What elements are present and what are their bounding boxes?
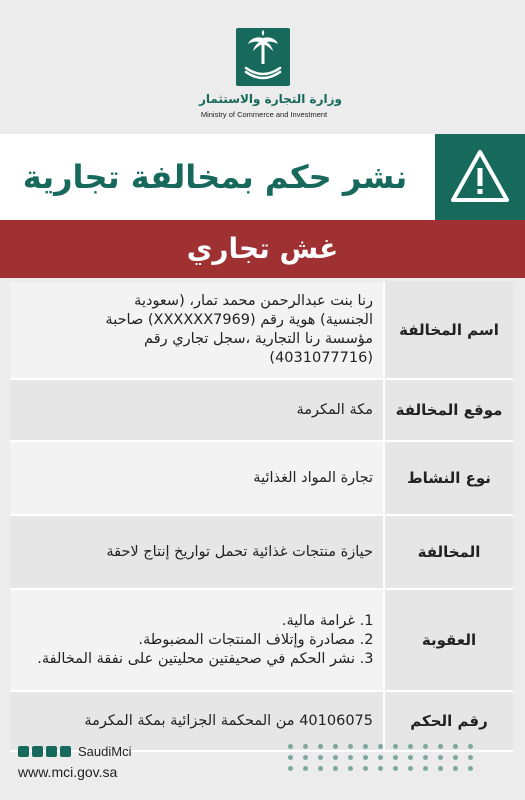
value-line: الجنسية) هوية رقم (XXXXXX7969) صاحبة [105,312,373,328]
row-label: اسم المخالفة [383,282,513,378]
warning-box [435,134,525,220]
ministry-logo [236,28,290,86]
table-row [10,282,513,380]
list-item: 3. نشر الحكم في صحيفتين محليتين على نفقة المخالفة. [20,650,355,669]
row-value [10,442,383,514]
row-label: المخالفة [383,516,513,588]
table-row [10,590,513,692]
decorative-dots [288,744,473,771]
table-row [10,692,513,752]
row-value [10,590,383,690]
social-links [18,744,131,759]
palm-swords-emblem-icon [236,28,290,86]
row-value [10,516,383,588]
value-line: مؤسسة رنا التجارية ،سجل تجاري رقم [144,331,373,347]
social-handle[interactable]: SaudiMci [78,744,132,759]
twitter-icon[interactable] [18,746,29,757]
ministry-name-english: Ministry of Commerce and Investment [200,110,328,119]
value-line: رنا بنت عبدالرحمن محمد تمار، (سعودية [134,293,373,309]
row-label: نوع النشاط [383,442,513,514]
list-item: 2. مصادرة وإتلاف المنتجات المضبوطة. [20,631,355,650]
row-value [10,380,383,440]
facebook-icon[interactable] [32,746,43,757]
instagram-icon[interactable] [46,746,57,757]
value-line: مكة المكرمة [296,401,373,418]
row-label: رقم الحكم [383,692,513,750]
warning-triangle-icon [449,148,511,206]
page-title: نشر حكم بمخالفة تجارية [22,158,408,196]
value-line: حيازة منتجات غذائية تحمل تواريخ إنتاج لاحقة [106,543,373,560]
violation-details-table [10,282,513,752]
row-label: العقوبة [383,590,513,690]
ministry-name-arabic: وزارة التجارة والاستثمار [198,92,342,106]
website-link[interactable]: www.mci.gov.sa [18,764,118,780]
value-line: (4031077716) [269,350,373,366]
list-item: 1. غرامة مالية. [20,612,355,631]
value-line: تجارة المواد الغذائية [253,469,373,486]
row-label: موقع المخالفة [383,380,513,440]
table-row [10,516,513,590]
table-row [10,380,513,442]
table-row [10,442,513,516]
row-value [10,692,383,750]
title-banner [0,134,525,220]
youtube-icon[interactable] [60,746,71,757]
violation-type-banner: غش تجاري [0,220,525,278]
value-line: 40106075 من المحكمة الجزائية بمكة المكرمة [84,712,373,729]
penalty-list [20,612,373,669]
row-value [10,282,383,378]
